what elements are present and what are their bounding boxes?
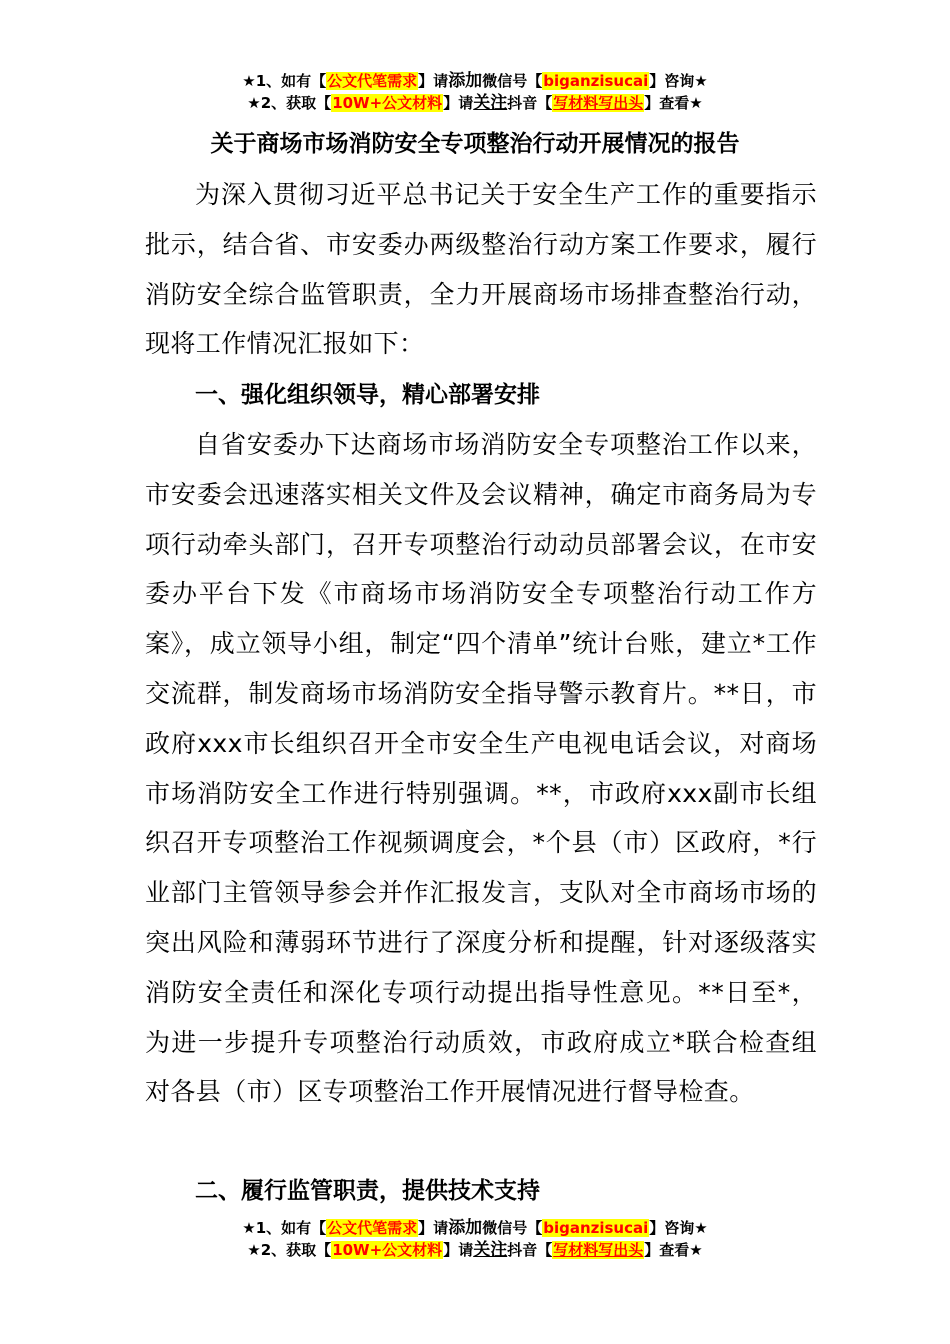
section-1-paragraph	[145, 420, 817, 1117]
wechat-id: biganzisucai	[543, 72, 649, 90]
star-icon: ★	[242, 72, 256, 90]
document-title: 关于商场市场消防安全专项整治行动开展情况的报告	[210, 131, 740, 157]
promo-footer	[0, 1217, 950, 1261]
intro-paragraph	[145, 170, 817, 369]
service-highlight: 公文代笔需求	[327, 1219, 418, 1237]
section-1-text: 自省安委办下达商场市场消防安全专项整治工作以来，市安委会迅速落实相关文件及会议精神，确定市商务局为专项行动牵头部门，召开专项整治行动动员部署会议，在市安委办平台下发《市商场市场消防安全专项整治行动工作方案》，成立领导小组，制定“四个清单”统计台账，建立*工作交流群，制发商场市场消防安全指导警示教育片。**日，市政府xxx市长组织召开全市安全生产电视电话会议，对商场市场消防安全工作进行特别强调。**，市政府xxx副市长组织召开专项整治工作视频调度会，*个县（市）区政府，*行业部门主管领导参会并作汇报发言，支队对全市商场市场的突出风险和薄弱环节进行了深度分析和提醒，针对逐级落实消防安全责任和深化专项行动提出指导性意见。**日至*，为进一步提升专项整治行动质效，市政府成立*联合检查组对各县（市）区专项整治工作开展情况进行督导检查。	[145, 430, 817, 1107]
materials-highlight: 10W+公文材料	[332, 94, 443, 112]
star-icon: ★	[247, 1241, 261, 1259]
douyin-id: 写材料写出头	[553, 94, 644, 112]
star-icon: ★	[247, 94, 261, 112]
promo-line-1: ★1、如有【公文代笔需求】请添加微信号【biganzisucai】咨询★	[242, 1218, 708, 1238]
star-icon: ★	[694, 72, 708, 90]
star-icon: ★	[689, 94, 703, 112]
star-icon: ★	[242, 1219, 256, 1237]
promo-line-2: ★2、获取【10W+公文材料】请关注抖音【写材料写出头】查看★	[247, 1240, 703, 1260]
promo-header	[0, 70, 950, 114]
wechat-id: biganzisucai	[543, 1219, 649, 1237]
star-icon: ★	[689, 1241, 703, 1259]
intro-text: 为深入贯彻习近平总书记关于安全生产工作的重要指示批示，结合省、市安委办两级整治行动方案工作要求，履行消防安全综合监管职责，全力开展商场市场排查整治行动，现将工作情况汇报如下：	[145, 180, 817, 359]
promo-line-1: ★1、如有【公文代笔需求】请添加微信号【biganzisucai】咨询★	[242, 71, 708, 91]
star-icon: ★	[694, 1219, 708, 1237]
section-2-heading: 二、履行监管职责，提供技术支持	[195, 1178, 540, 1204]
materials-highlight: 10W+公文材料	[332, 1241, 443, 1259]
section-1-heading: 一、强化组织领导，精心部署安排	[195, 382, 540, 408]
service-highlight: 公文代笔需求	[327, 72, 418, 90]
promo-line-2: ★2、获取【10W+公文材料】请关注抖音【写材料写出头】查看★	[247, 93, 703, 113]
douyin-id: 写材料写出头	[553, 1241, 644, 1259]
